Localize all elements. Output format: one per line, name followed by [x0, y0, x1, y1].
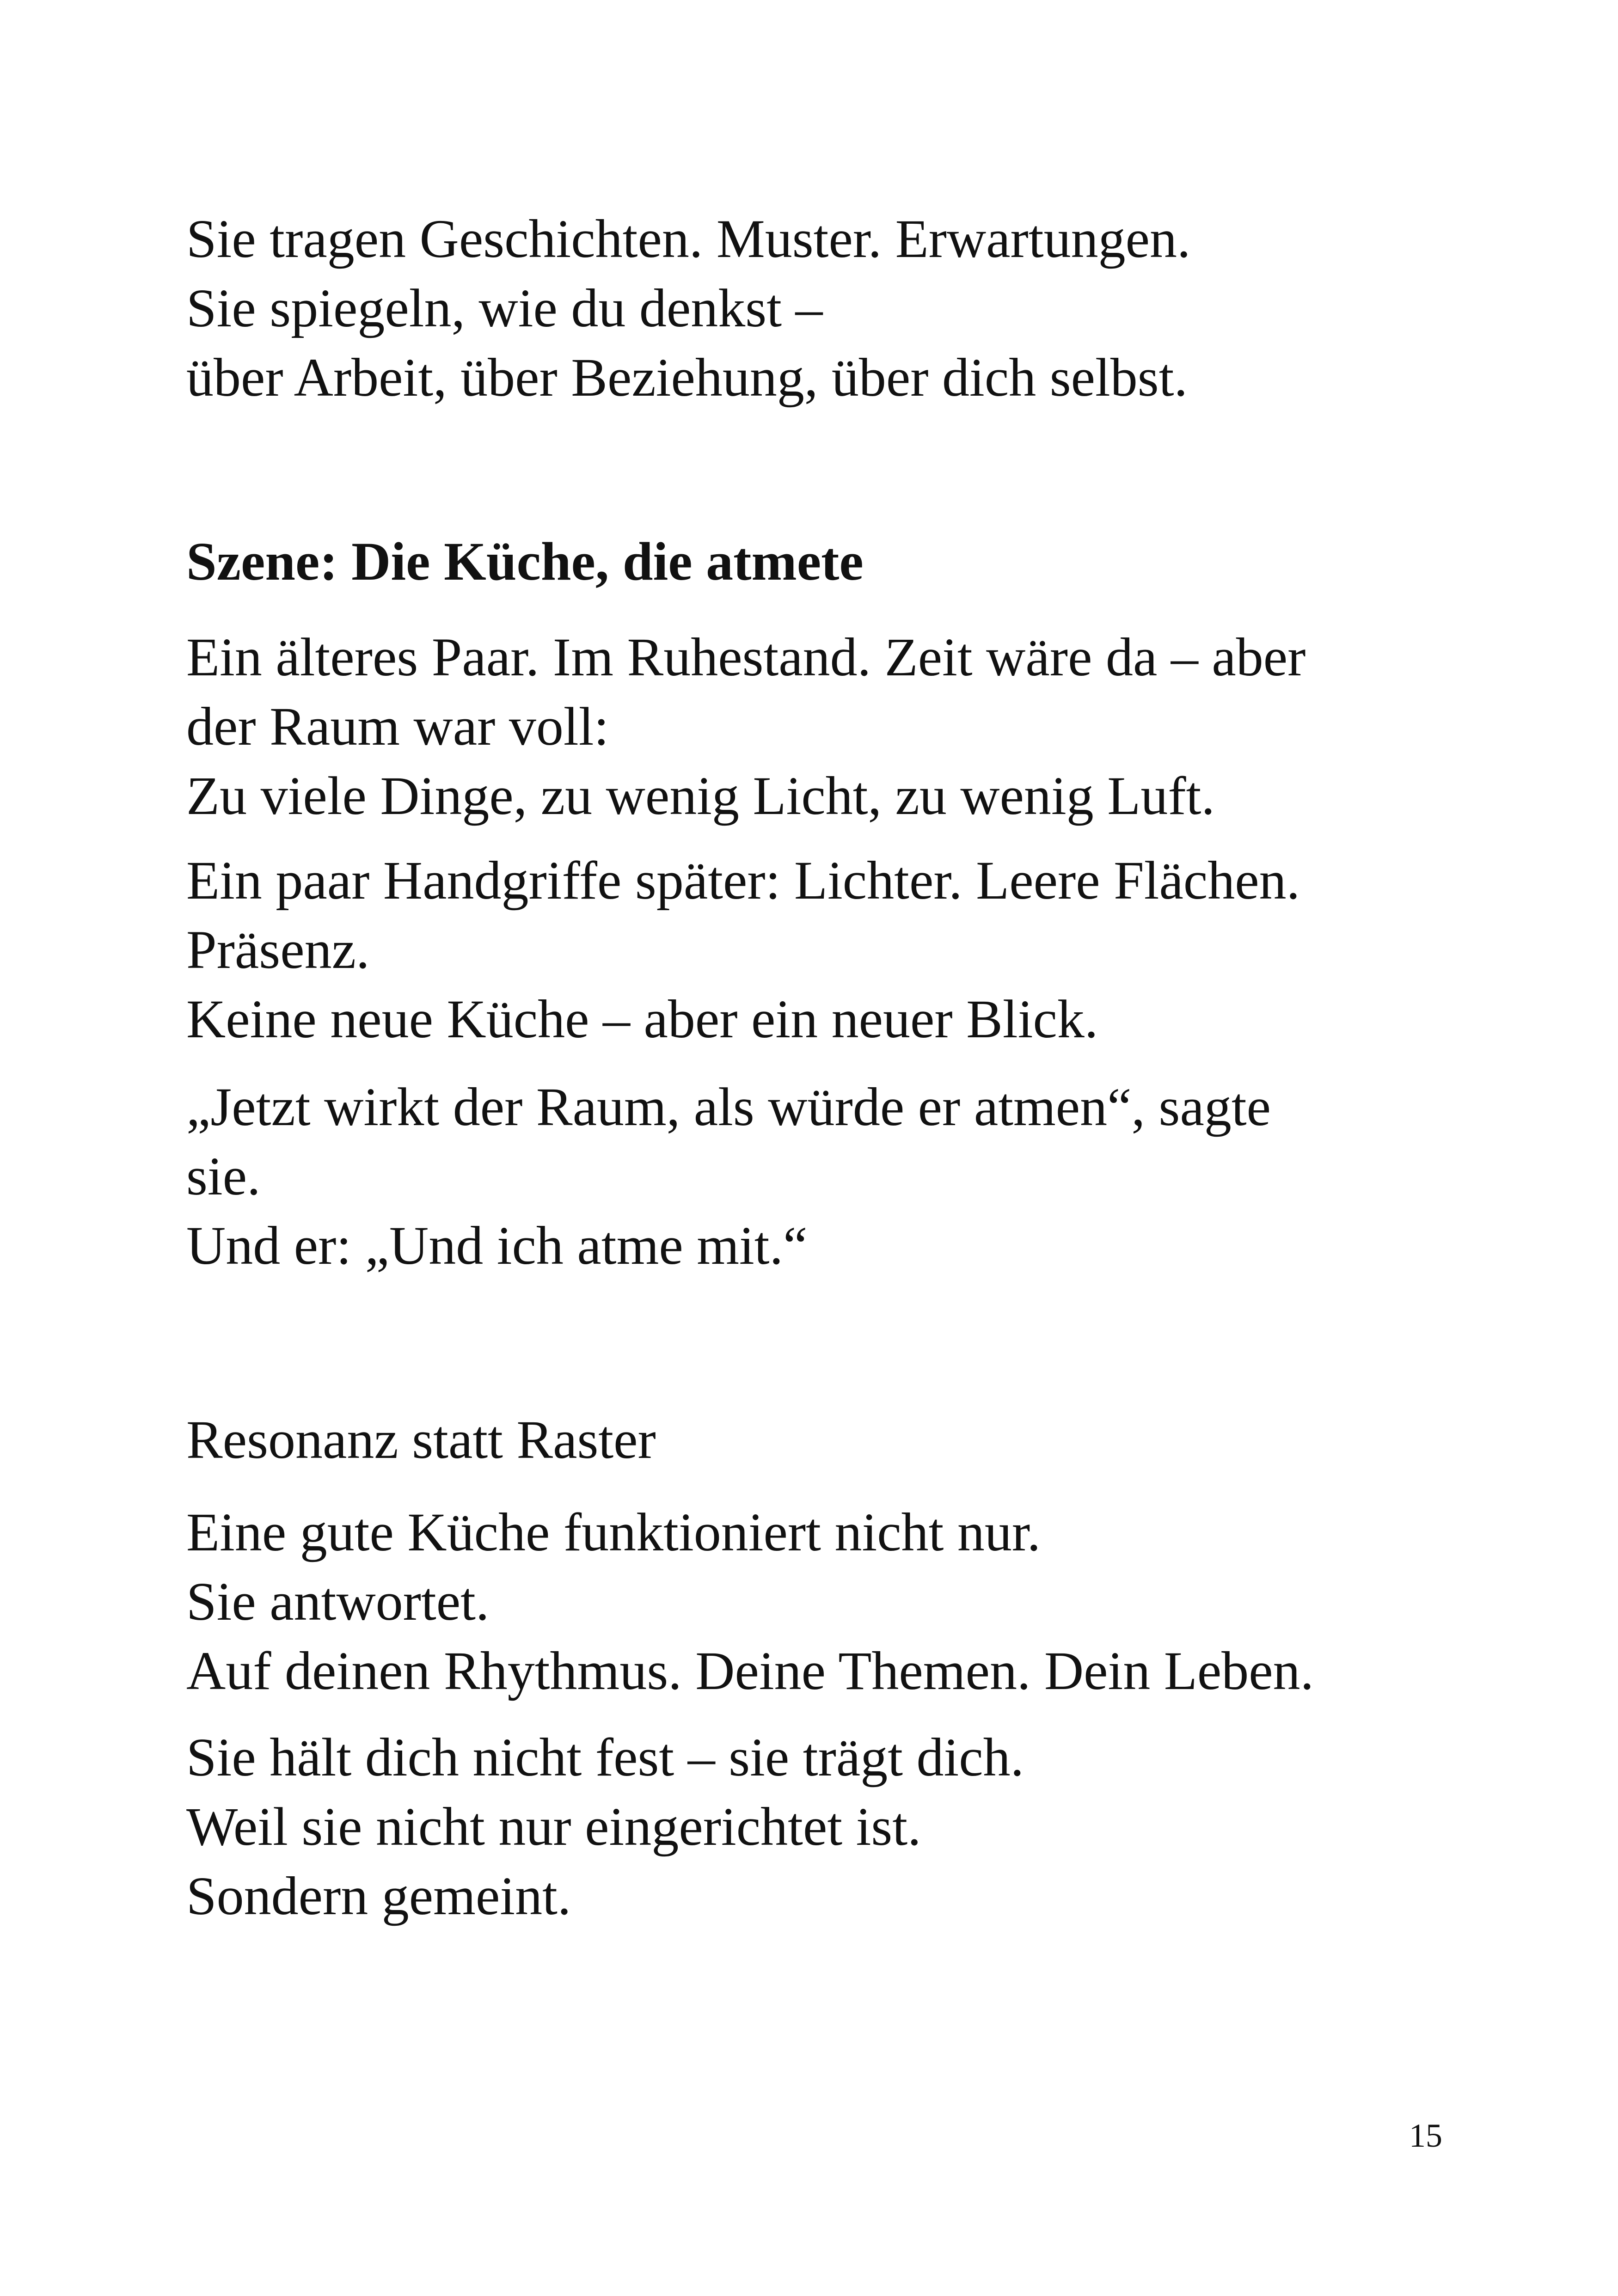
text-line: Und er: „Und ich atme mit.“ — [186, 1215, 808, 1276]
intro-paragraph — [186, 204, 1481, 412]
subsection-heading: Resonanz statt Raster — [186, 1409, 656, 1470]
resonance-heading — [186, 1405, 1481, 1475]
text-line: Ein älteres Paar. Im Ruhestand. Zeit wäre da – aber — [186, 627, 1306, 687]
text-line: sie. — [186, 1146, 261, 1206]
resonance-paragraph-1 — [186, 1498, 1481, 1706]
text-line: Sie hält dich nicht fest – sie trägt dich. — [186, 1727, 1024, 1788]
text-line: Sie antwortet. — [186, 1571, 490, 1632]
page-number: 15 — [1409, 2117, 1442, 2154]
text-line: Weil sie nicht nur eingerichtet ist. — [186, 1796, 921, 1857]
text-line: „Jetzt wirkt der Raum, als würde er atmen“, sagte — [186, 1077, 1271, 1137]
text-line: der Raum war voll: — [186, 696, 609, 757]
text-line: Zu viele Dinge, zu wenig Licht, zu wenig Luft. — [186, 765, 1215, 826]
scene-paragraph-1 — [186, 623, 1481, 831]
section-heading: Szene: Die Küche, die atmete — [186, 531, 864, 592]
text-line: Sie tragen Geschichten. Muster. Erwartungen. — [186, 208, 1191, 269]
text-line: Keine neue Küche – aber ein neuer Blick. — [186, 989, 1098, 1049]
text-line: Auf deinen Rhythmus. Deine Themen. Dein Leben. — [186, 1641, 1314, 1701]
scene-heading — [186, 527, 1481, 596]
text-line: Eine gute Küche funktioniert nicht nur. — [186, 1502, 1041, 1562]
scene-paragraph-2 — [186, 846, 1481, 1054]
text-line: Sondern gemeint. — [186, 1866, 571, 1926]
text-line: über Arbeit, über Beziehung, über dich selbst. — [186, 347, 1188, 408]
text-line: Sie spiegeln, wie du denkst – — [186, 278, 823, 338]
scene-paragraph-3 — [186, 1072, 1481, 1280]
text-line: Präsenz. — [186, 919, 370, 980]
text-line: Ein paar Handgriffe später: Lichter. Leere Flächen. — [186, 850, 1300, 911]
resonance-paragraph-2 — [186, 1723, 1481, 1931]
